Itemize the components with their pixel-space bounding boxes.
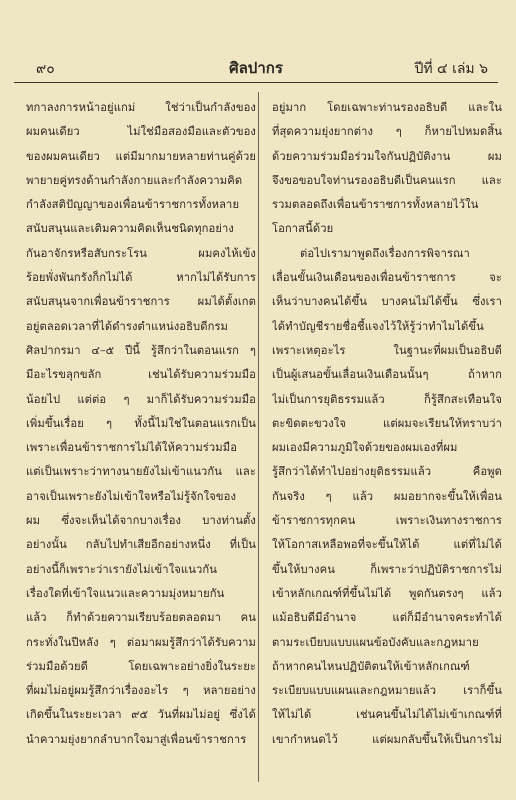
text-line: แม้อธิบดีมีอำนาจ แต่ก็มีอำนาจคระทำได้ <box>272 611 502 625</box>
right-column <box>272 96 502 752</box>
text-line: แล้ว ก็ทำด้วยความเรียบร้อยตลอดมา คน <box>26 611 256 625</box>
text-line: เพราะเพื่อนข้าราชการไม่ได้ให้ความร่วมมือ <box>26 441 238 455</box>
left-column <box>26 96 256 752</box>
text-line: เพิ่มขึ้นเรื่อย ๆ ทั้งนี้ไม่ใช่ในตอนแรกเป็น <box>26 416 256 430</box>
text-line: กันอาจักรหรือสับกระโรน ผมคงไห้เข้ง <box>26 246 256 260</box>
text-line: ขึ้นให้บางคน ก็เพราะว่าปฏิบัติราชการไม่ <box>272 562 502 576</box>
text-line: อาจเป็นเพราะยังไม่เข้าใจหรือไม่รู้จักใจของ <box>26 489 237 503</box>
text-line: ตามระเบียบแบบแผนข้อบังคับและกฎหมาย <box>272 635 479 649</box>
text-line: เรื่องใดที่เข้าใจแนวและความมุ่งหมายกัน <box>26 586 225 600</box>
text-line: น้อยไป แต่ต่อ ๆ มาก็ได้รับความร่วมมือ <box>26 392 256 406</box>
text-line: พายายคู่ทรงด้านกำลังกายและกำลังความคิด <box>26 173 243 187</box>
text-line: ให้โอกาสเหลือพอที่จะขึ้นให้ได้ แต่ที่ไม่ได้ <box>272 538 502 552</box>
text-line: ข้าราชการทุกคน เพราะเงินทางราชการ <box>272 514 502 528</box>
text-line: ร้อยพั่งพันกรังก็กไม่ได้ หากไม่ได้รับการ <box>26 271 256 285</box>
text-line: ทกาลงการหน้าอยู่แกม่ ใช่ว่าเป็นกำลังของ <box>26 101 256 114</box>
text-line: เขากำหนดไว้ แต่ผมกลับขึ้นให้เป็นการไม่ <box>272 732 502 746</box>
header-rule <box>14 82 498 83</box>
text-line: ได้ทำบัญชีรายชื่อชี้แจงไว้ให้รู้ว่าทำไมได้ขึ้น <box>272 319 484 333</box>
page-number: ๙๐ <box>36 61 55 77</box>
text-line: จึงขอขอบใจท่านรองอธิบดีเป็นคนแรก และ <box>272 173 502 187</box>
text-line: ศิลปากรมา ๔–๕ ปีนี้ รู้สึกว่าในตอนแรก ๆ <box>26 343 256 357</box>
text-line: อย่างนี้ก็เพราะว่าเรายังไม่เข้าใจแนวกัน <box>26 562 217 576</box>
text-line: เข้าหลักเกณฑ์ที่ขึ้นไม่ได้ พูดกันตรงๆ แล้ว <box>272 586 502 600</box>
text-line: เป็นผู้เสนอขั้นเลื่อนเงินเดือนนั้นๆ ถ้าหาก <box>272 368 502 382</box>
text-line: กันจริง ๆ แล้ว ผมอยากจะขึ้นให้เพื่อน <box>272 489 502 503</box>
text-line: แต่เป็นเพราะว่าทางนายยังไม่เข้าแนวกัน และ <box>26 465 256 479</box>
text-line: เพราะเหตุอะไร ในฐานะที่ผมเป็นอธิบดี <box>272 343 502 357</box>
text-line: ร่วมมือด้วยดี โดยเฉพาะอย่างยิ่งในระยะ <box>26 659 256 673</box>
text-line: นำความยุ่งยากลำบากใจมาสู่เพื่อนข้าราชการ <box>26 732 247 746</box>
text-line: เลื่อนขั้นเงินเดือนของเพื่อนข้าราชการ จะ <box>272 271 502 285</box>
issue-info: ปีที่ ๔ เล่ม ๖ <box>414 61 488 77</box>
text-line: มีอะไรขลุกขลัก เช่นได้รับความร่วมมือ <box>26 368 256 382</box>
column-divider <box>258 92 259 782</box>
text-line: ไม่เป็นการยุติธรรมแล้ว ก็รู้สึกสะเทือนใจ <box>272 392 502 406</box>
text-line: สนับสนุนจากเพื่อนข้าราชการ ผมได้ตั้งเกต <box>26 295 256 309</box>
text-line: อยู่ตลอดเวลาที่ได้ดำรงตำแหน่งอธิบดีกรม <box>26 319 229 333</box>
text-line: ตะขิดตะขวงใจ แต่ผมจะเรียนให้ทราบว่า <box>272 416 502 430</box>
text-line: ผมเองมีความภูมิใจด้วยของผมเองที่ผม <box>272 441 458 455</box>
text-line: ถ้าหากคนไหนปฏิบัติตนให้เข้าหลักเกณฑ์ <box>272 659 470 673</box>
text-line: กำลังสติปัญญาของเพื่อนข้าราชการทั้งหลาย <box>26 198 240 212</box>
text-line: รวมตลอดถึงเพื่อนข้าราชการทั้งหลายไว้ใน <box>272 198 479 212</box>
text-line: เกิดขึ้นในระยะเวลา ๙๕ วันที่ผมไม่อยู่ ซึ่งได้ <box>26 708 256 722</box>
text-line: ของผมคนเดียว แต่มีมากมายหลายท่านคู่ด้วย <box>26 149 256 163</box>
text-line: เห็นว่าบางคนได้ขึ้น บางคนไม่ได้ขึ้น ซึ่งเรา <box>272 295 502 309</box>
journal-title: ศิลปากร <box>229 59 283 77</box>
text-line: ที่ผมไม่อยู่ผมรู้สึกว่าเรื่องอะไร ๆ หลายอย่าง <box>26 684 256 698</box>
page-header <box>14 58 498 80</box>
text-line: ระเบียบแบบแผนและกฎหมายแล้ว เราก็ขึ้น <box>272 684 502 698</box>
text-line: ผม ซึ่งจะเห็นได้จากบางเรื่อง บางท่านตั้ง <box>26 514 256 528</box>
text-line: ด้วยความร่วมมือร่วมใจกันปฏิบัติงาน ผม <box>272 149 502 163</box>
text-line: รู้สึกว่าได้ทำไปอย่างยุติธรรมแล้ว คือพูด <box>272 465 502 479</box>
text-line: ที่สุดความยุ่งยากต่าง ๆ ก็หายไปหมดสิ้น <box>272 125 502 139</box>
text-line: ให้ไม่ได้ เช่นคนขึ้นไม่ได้ไม่เข้าเกณฑ์ที่ <box>272 708 502 722</box>
text-line: สนับสนุนและเติมความคิดเห็นชนิดทุกอย่าง <box>26 222 234 236</box>
text-line: อย่างนั้น กลับไปทำเสียอีกอย่างหนึ่ง ที่เป็น <box>26 538 256 552</box>
text-line: ผมคนเดียว ไม่ใช่มือสองมือและตัวของ <box>26 125 256 139</box>
text-line: อยู่มาก โดยเฉพาะท่านรองอธิบดี และใน <box>272 101 502 114</box>
text-line: ต่อไปเรามาพูดถึงเรื่องการพิจารณา <box>300 246 470 260</box>
text-line: โอกาสนี้ด้วย <box>272 222 334 236</box>
text-line: กระทั่งในปีหลัง ๆ ต่อมาผมรู้สึกว่าได้รับความ <box>26 635 256 649</box>
